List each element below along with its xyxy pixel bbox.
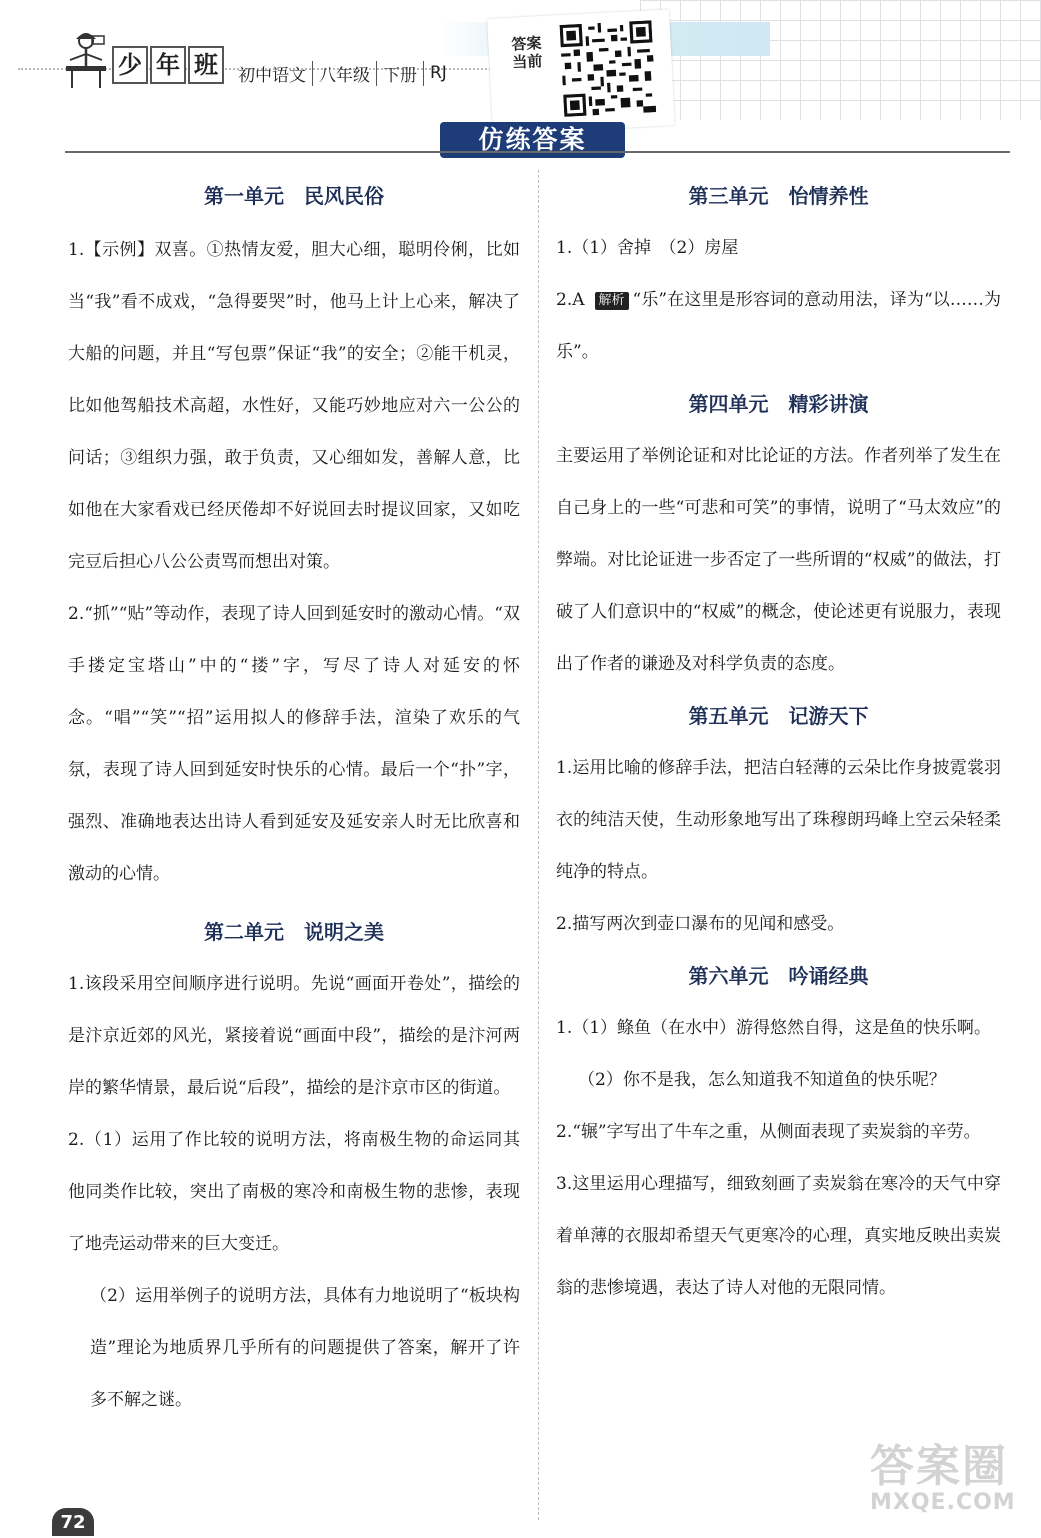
right-column — [556, 170, 1001, 1314]
unit1-q1: 1.【示例】双喜。①热情友爱，胆大心细，聪明伶俐，比如当“我”看不成戏，“急得要哭”时，他马上计上心来，解决了大船的问题，并且“写包票”保证“我”的安全；②能干机灵，比如他驾船技术高超，水性好，又能巧妙地应对六一公公的问话；③组织力强，敢于负责，又心细如发，善解人意，比如他在大家看戏已经厌倦却不好说回去时提议回家，又如吃完豆后担心八公公责骂而想出对策。 — [68, 240, 520, 572]
unit5-title: 第五单元 记游天下 — [688, 704, 869, 728]
unit2-q1: 1.该段采用空间顺序进行说明。先说“画面开卷处”，描绘的是汴京近郊的风光，紧接着说“画面中段”，描绘的是汴河两岸的繁华情景，最后说“后段”，描绘的是汴京市区的街道。 — [68, 974, 520, 1098]
header-rule — [65, 151, 1010, 153]
unit6-q1b: （2）你不是我，怎么知道我不知道鱼的快乐呢？ — [578, 1070, 946, 1090]
unit6-q3: 3.这里运用心理描写，细致刻画了卖炭翁在寒冷的天气中穿着单薄的衣服却希望天气更寒冷的心理，真实地反映出卖炭翁的悲惨境遇，表达了诗人对他的无限同情。 — [556, 1174, 1001, 1298]
unit3-q1: 1.（1）舍掉 （2）房屋 — [556, 238, 739, 258]
unit1-q2: 2.“抓”“贴”等动作，表现了诗人回到延安时的激动心情。“双手搂定宝塔山”中的“搂”字，写尽了诗人对延安的怀念。“唱”“笑”“招”运用拟人的修辞手法，渲染了欢乐的气氛，表现了诗人回到延安时快乐的心情。最后一个“扑”字，强烈、准确地表达出诗人看到延安及延安亲人时无比欣喜和激动的心情。 — [68, 604, 520, 884]
brand-char-1: 少 — [112, 46, 148, 84]
watermark — [870, 1430, 1020, 1530]
qr-card — [487, 9, 675, 134]
brand-char-3: 班 — [188, 46, 224, 84]
watermark-logo: 答案圈 — [870, 1441, 1008, 1492]
subject-info — [232, 60, 453, 86]
unit5-q1: 1.运用比喻的修辞手法，把洁白轻薄的云朵比作身披霓裳羽衣的纯洁天使，生动形象地写出了珠穆朗玛峰上空云朵轻柔纯净的特点。 — [556, 758, 1001, 882]
unit6-title: 第六单元 吟诵经典 — [688, 964, 869, 988]
watermark-url: MXQE.COM — [870, 1490, 1016, 1515]
unit4-title: 第四单元 精彩讲演 — [688, 392, 869, 416]
grid-decoration — [640, 0, 1041, 120]
page-number: 72 — [52, 1508, 94, 1536]
unit6-q2: 2.“辗”字写出了牛车之重，从侧面表现了卖炭翁的辛劳。 — [556, 1122, 981, 1142]
unit3-title: 第三单元 怡情养性 — [688, 184, 869, 208]
brand-char-2: 年 — [150, 46, 186, 84]
page-header — [0, 0, 1041, 160]
unit3-q2-answer: 2.A — [556, 290, 585, 310]
volume: 下册 — [377, 61, 424, 86]
unit5-q2: 2.描写两次到壶口瀑布的见闻和感受。 — [556, 914, 845, 934]
analysis-tag: 解析 — [595, 292, 629, 310]
unit2-q2a: 2.（1）运用了作比较的说明方法，将南极生物的命运同其他同类作比较，突出了南极的寒冷和南极生物的悲惨，表现了地壳运动带来的巨大变迁。 — [68, 1130, 520, 1254]
unit1-title: 第一单元 民风民俗 — [204, 184, 384, 208]
unit3-q2-text: “乐”在这里是形容词的意动用法，译为“以……为乐”。 — [556, 290, 1001, 362]
edition: RJ — [430, 63, 447, 83]
qr-label: 答案当前 — [510, 34, 543, 72]
grade: 八年级 — [313, 61, 377, 86]
unit4-text: 主要运用了举例论证和对比论证的方法。作者列举了发生在自己身上的一些“可悲和可笑”的事情，说明了“马太效应”的弊端。对比论证进一步否定了一些所谓的“权威”的做法，打破了人们意识中的“权威”的概念，使论述更有说服力，表现出了作者的谦逊及对科学负责的态度。 — [556, 446, 1001, 674]
section-title: 仿练答案 — [440, 122, 625, 158]
qr-code-icon[interactable] — [560, 20, 657, 117]
student-icon — [62, 30, 110, 90]
unit2-title: 第二单元 说明之美 — [204, 920, 384, 944]
subject-name: 初中语文 — [232, 61, 313, 86]
unit6-q1a: 1.（1）鲦鱼（在水中）游得悠然自得，这是鱼的快乐啊。 — [556, 1018, 992, 1038]
column-divider — [538, 170, 539, 1520]
left-column — [68, 170, 520, 1426]
unit2-q2b: （2）运用举例子的说明方法，具体有力地说明了“板块构造”理论为地质界几乎所有的问题提供了答案，解开了许多不解之谜。 — [90, 1286, 520, 1410]
unit3-q2 — [556, 274, 1001, 378]
